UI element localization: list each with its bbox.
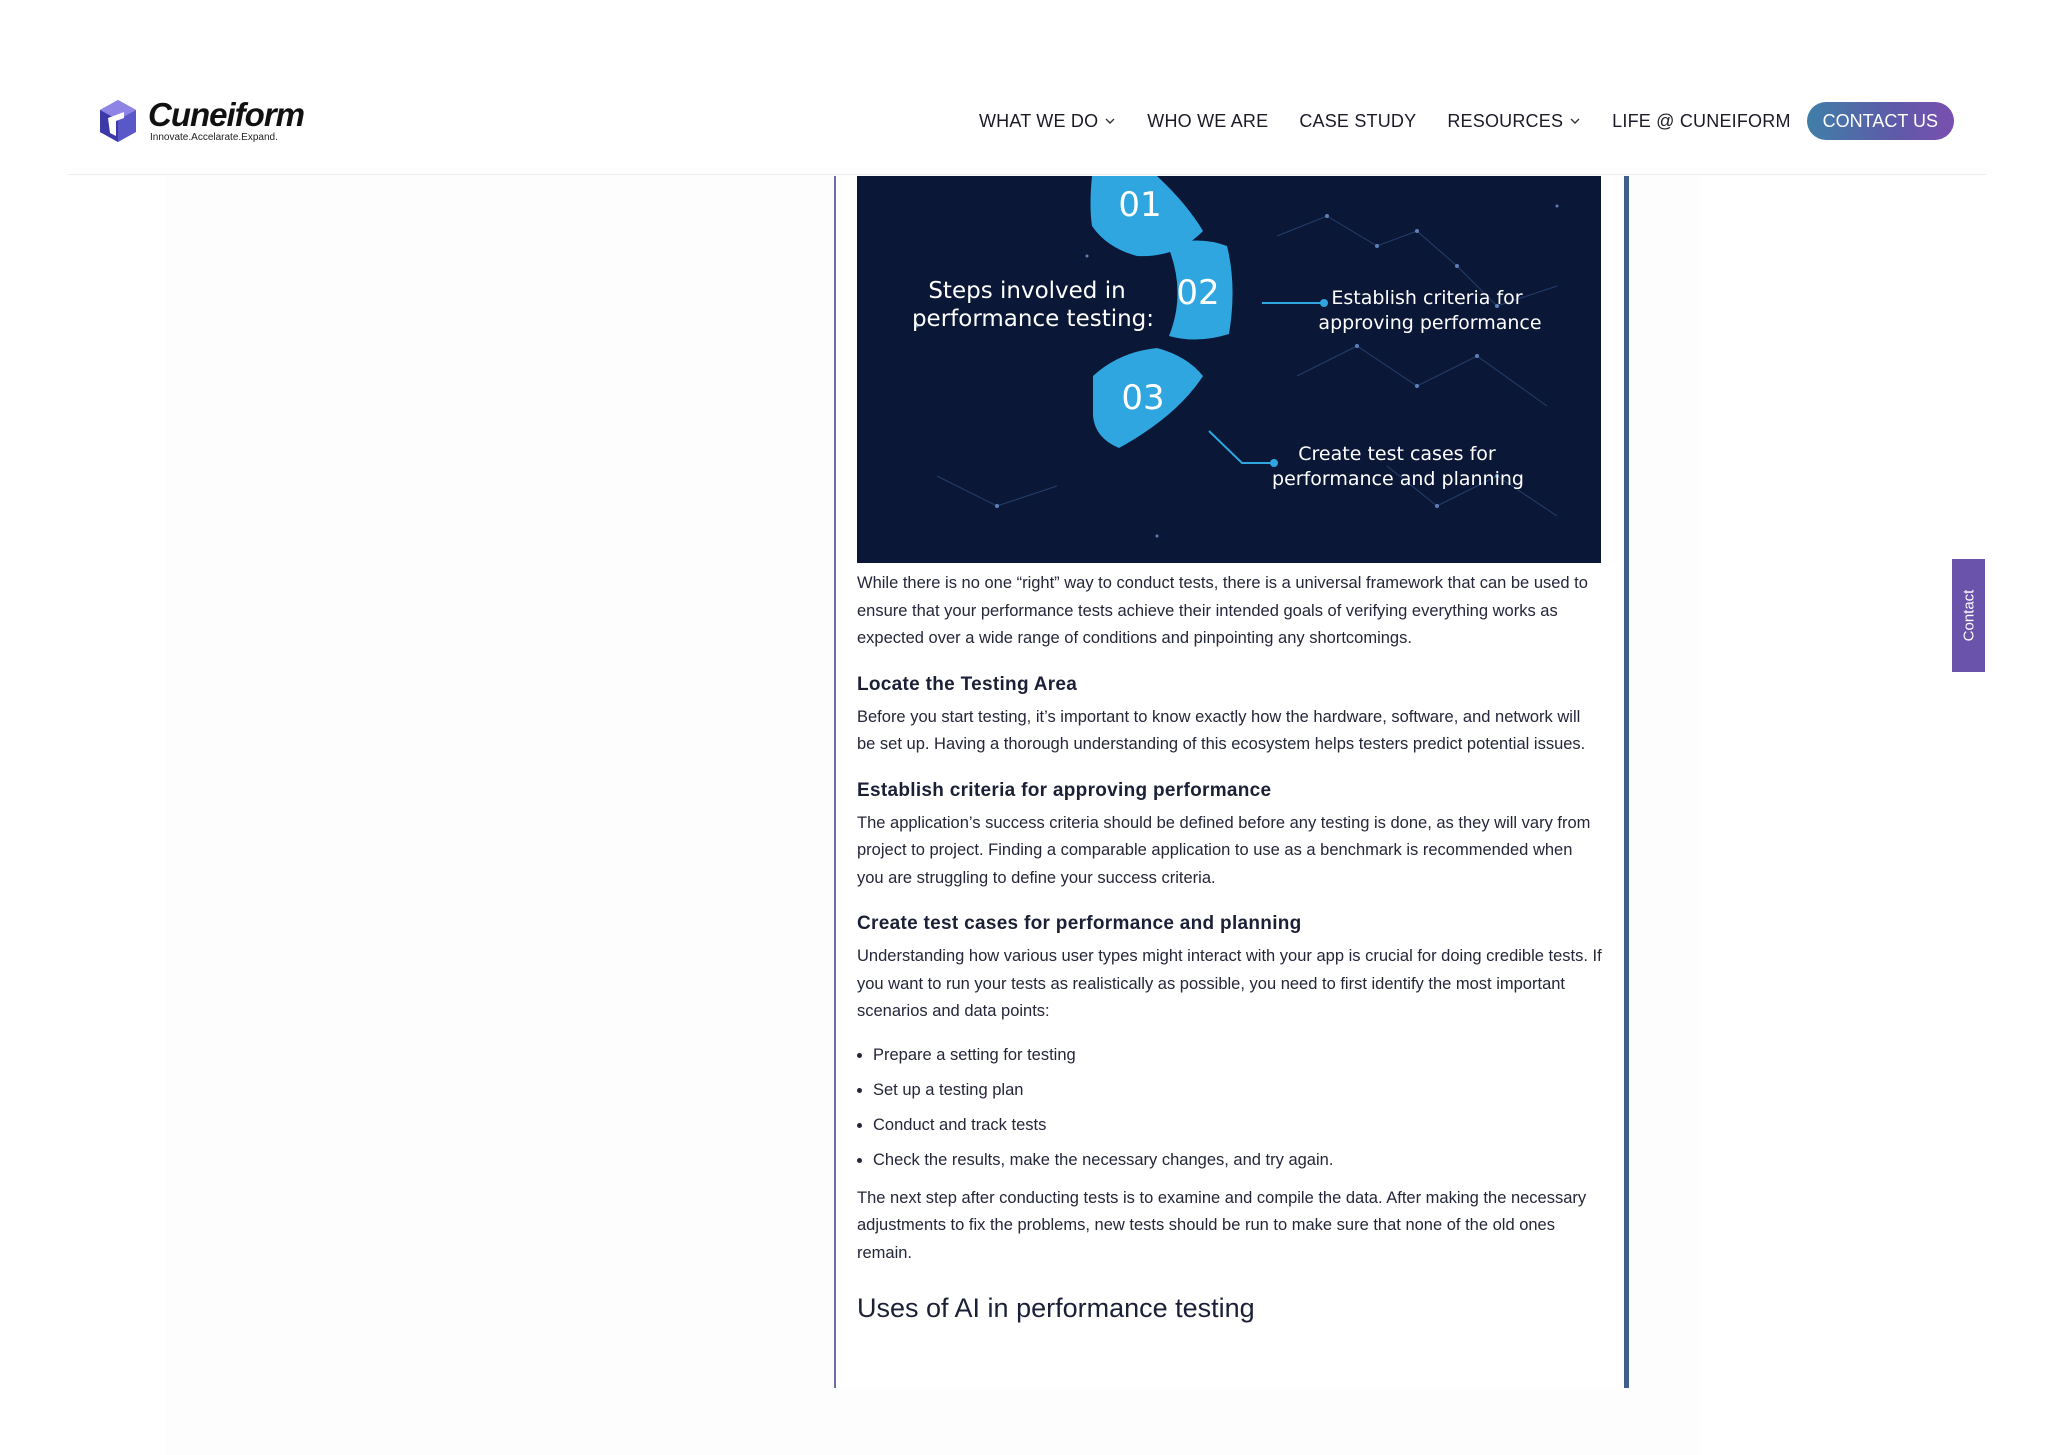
main-nav	[948, 102, 1954, 140]
hero-title-line1: Steps involved in	[928, 278, 1126, 304]
list-item: • Set up a testing plan	[873, 1073, 1602, 1108]
heading-locate-testing-area: Locate the Testing Area	[857, 673, 1078, 695]
paragraph-locate: Before you start testing, it’s important to know exactly how the hardware, software, and network will be set up. Having a thorough understanding of this ecosystem helps testers predict potential issues.	[857, 707, 1586, 753]
brand-tagline: Innovate.Accelarate.Expand.	[150, 132, 278, 143]
hero-label2-line2: approving performance	[1318, 312, 1542, 334]
list-item: • Prepare a setting for testing	[873, 1038, 1602, 1073]
nav-item-case-study[interactable]	[1299, 111, 1416, 132]
hero-step3: 03	[1121, 378, 1165, 418]
steps-infographic-image	[857, 176, 1601, 563]
hero-title-line2: performance testing:	[911, 306, 1155, 332]
nav-item-label: WHO WE ARE	[1147, 110, 1269, 131]
nav-item-who-we-are[interactable]	[1147, 111, 1268, 132]
hero-label3-line2: performance and planning	[1272, 468, 1524, 490]
nav-item-label: LIFE @ CUNEIFORM	[1612, 110, 1791, 131]
paragraph-cases: Understanding how various user types might interact with your app is crucial for doing credible tests. If you want to run your tests as realistically as possible, you need to first identify the most important scenarios and data points:	[857, 947, 1602, 1020]
brand-logo[interactable]	[98, 98, 304, 144]
brand-name: Cuneiform	[148, 96, 304, 133]
hero-step1: 01	[1118, 185, 1162, 225]
nav-item-resources[interactable]	[1447, 111, 1581, 132]
paragraph-next-step: The next step after conducting tests is to examine and compile the data. After making the necessary adjustments to fix the problems, new tests should be run to make sure that none of the old ones remain.	[857, 1188, 1587, 1262]
nav-item-label: WHAT WE DO	[978, 110, 1099, 131]
nav-item-label: RESOURCES	[1447, 110, 1564, 131]
site-header	[68, 80, 1986, 175]
contact-tab-label: Contact	[1960, 589, 1978, 642]
steps-list	[857, 1038, 1602, 1178]
article-body	[834, 176, 1629, 1388]
intro-paragraph: While there is no one “right” way to conduct tests, there is a universal framework that can be used to ensure that your performance tests achieve their intended goals of verifying everything works as expected over a wide range of conditions and pinpointing any shortcomings.	[857, 574, 1588, 647]
chevron-down-icon	[1104, 115, 1116, 127]
list-item: • Conduct and track tests	[873, 1108, 1602, 1143]
hero-label3-line1: Create test cases for	[1298, 443, 1496, 465]
list-item: • Check the results, make the necessary changes, and try again.	[873, 1143, 1602, 1178]
chevron-down-icon	[1569, 115, 1581, 127]
nav-item-life-at-cuneiform[interactable]	[1612, 111, 1790, 132]
cuneiform-logo-icon	[98, 98, 138, 144]
paragraph-criteria: The application’s success criteria should be defined before any testing is done, as they will vary from project to project. Finding a comparable application to use as a benchmark is recommended when you are struggling to define your success criteria.	[857, 813, 1591, 887]
nav-item-label: CASE STUDY	[1299, 110, 1417, 131]
hero-step2: 02	[1176, 273, 1220, 313]
heading-uses-of-ai: Uses of AI in performance testing	[857, 1293, 1255, 1323]
heading-establish-criteria: Establish criteria for approving performance	[857, 779, 1272, 801]
contact-us-button[interactable]: CONTACT US	[1807, 102, 1954, 140]
heading-create-test-cases: Create test cases for performance and planning	[857, 913, 1302, 934]
contact-side-tab[interactable]	[1952, 559, 1985, 672]
nav-item-what-we-do[interactable]	[979, 111, 1116, 132]
hero-label2-line1: Establish criteria for	[1331, 287, 1523, 309]
